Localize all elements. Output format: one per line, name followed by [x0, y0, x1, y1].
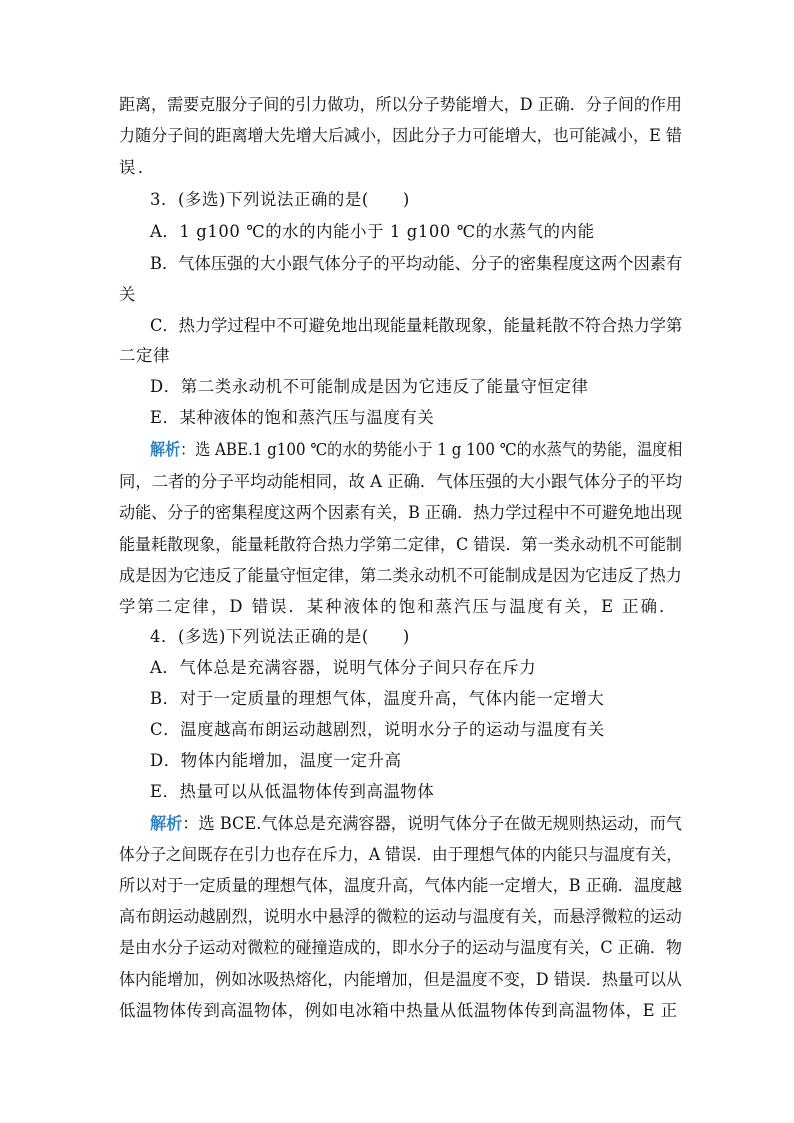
analysis-line: 低温物体传到高温物体，例如电冰箱中热量从低温物体传到高温物体，E 正	[119, 1001, 678, 1020]
analysis-line: 学第二定律，D 错误．某种液体的饱和蒸汽压与温度有关，E 正确．	[119, 597, 678, 616]
question-3-option-e: E．某种液体的饱和蒸汽压与温度有关	[150, 408, 435, 427]
question-4-option-a: A．气体总是充满容器，说明气体分子间只存在斥力	[150, 658, 537, 677]
question-3-option-d: D．第二类永动机不可能制成是因为它违反了能量守恒定律	[150, 377, 589, 396]
explanation-line: 力随分子间的距离增大先增大后减小，因此分子力可能增大，也可能减小，E 错	[119, 126, 682, 145]
question-4-option-d: D．物体内能增加，温度一定升高	[150, 751, 402, 770]
question-3-option-a: A．1 g100 ℃的水的内能小于 1 g100 ℃的水蒸气的内能	[150, 222, 595, 241]
question-4-stem: 4．(多选)下列说法正确的是( )	[150, 627, 410, 646]
explanation-line: 距离，需要克服分子间的引力做功，所以分子势能增大，D 正确．分子间的作用	[119, 95, 682, 114]
question-4-analysis	[150, 814, 682, 836]
analysis-line: 高布朗运动越剧烈，说明水中悬浮的微粒的运动与温度有关，而悬浮微粒的运动	[119, 907, 682, 926]
analysis-line: 能量耗散现象，能量耗散符合热力学第二定律，C 错误．第一类永动机不可能制	[119, 535, 682, 554]
question-3-analysis	[150, 440, 682, 462]
question-3-option-b-cont: 关	[119, 285, 136, 304]
analysis-line: 动能、分子的密集程度这两个因素有关，B 正确．热力学过程中不可避免地出现	[119, 503, 683, 522]
question-4-option-c: C．温度越高布朗运动越剧烈，说明水分子的运动与温度有关	[150, 720, 605, 739]
analysis-text: ：选 BCE.气体总是充满容器，说明气体分子在做无规则热运动，而气	[182, 814, 682, 833]
analysis-line: 同，二者的分子平均动能相同，故 A 正确．气体压强的大小跟气体分子的平均	[119, 472, 683, 491]
analysis-line: 体内能增加，例如冰吸热熔化，内能增加，但是温度不变，D 错误．热量可以从	[119, 970, 682, 989]
analysis-line: 成是因为它违反了能量守恒定律，第二类永动机不可能制成是因为它违反了热力	[119, 566, 682, 585]
question-3-stem: 3．(多选)下列说法正确的是( )	[150, 190, 410, 209]
question-3-option-b: B．气体压强的大小跟气体分子的平均动能、分子的密集程度这两个因素有	[150, 254, 683, 273]
analysis-label: 解析	[150, 814, 183, 833]
question-4-option-b: B．对于一定质量的理想气体，温度升高，气体内能一定增大	[150, 689, 605, 708]
question-3-option-c-cont: 二定律	[119, 346, 170, 365]
question-3-option-c: C．热力学过程中不可避免地出现能量耗散现象，能量耗散不符合热力学第	[150, 316, 683, 335]
question-4-option-e: E．热量可以从低温物体传到高温物体	[150, 782, 435, 801]
analysis-line: 是由水分子运动对微粒的碰撞造成的，即水分子的运动与温度有关，C 正确．物	[119, 938, 682, 957]
analysis-label: 解析	[150, 440, 181, 459]
analysis-text: ：选 ABE.1 g100 ℃的水的势能小于 1 g 100 ℃的水蒸气的势能，温度相	[180, 440, 683, 459]
analysis-line: 体分子之间既存在引力也存在斥力，A 错误．由于理想气体的内能只与温度有关，	[119, 845, 682, 864]
analysis-line: 所以对于一定质量的理想气体，温度升高，气体内能一定增大，B 正确．温度越	[119, 876, 683, 895]
explanation-line: 误．	[119, 158, 157, 177]
